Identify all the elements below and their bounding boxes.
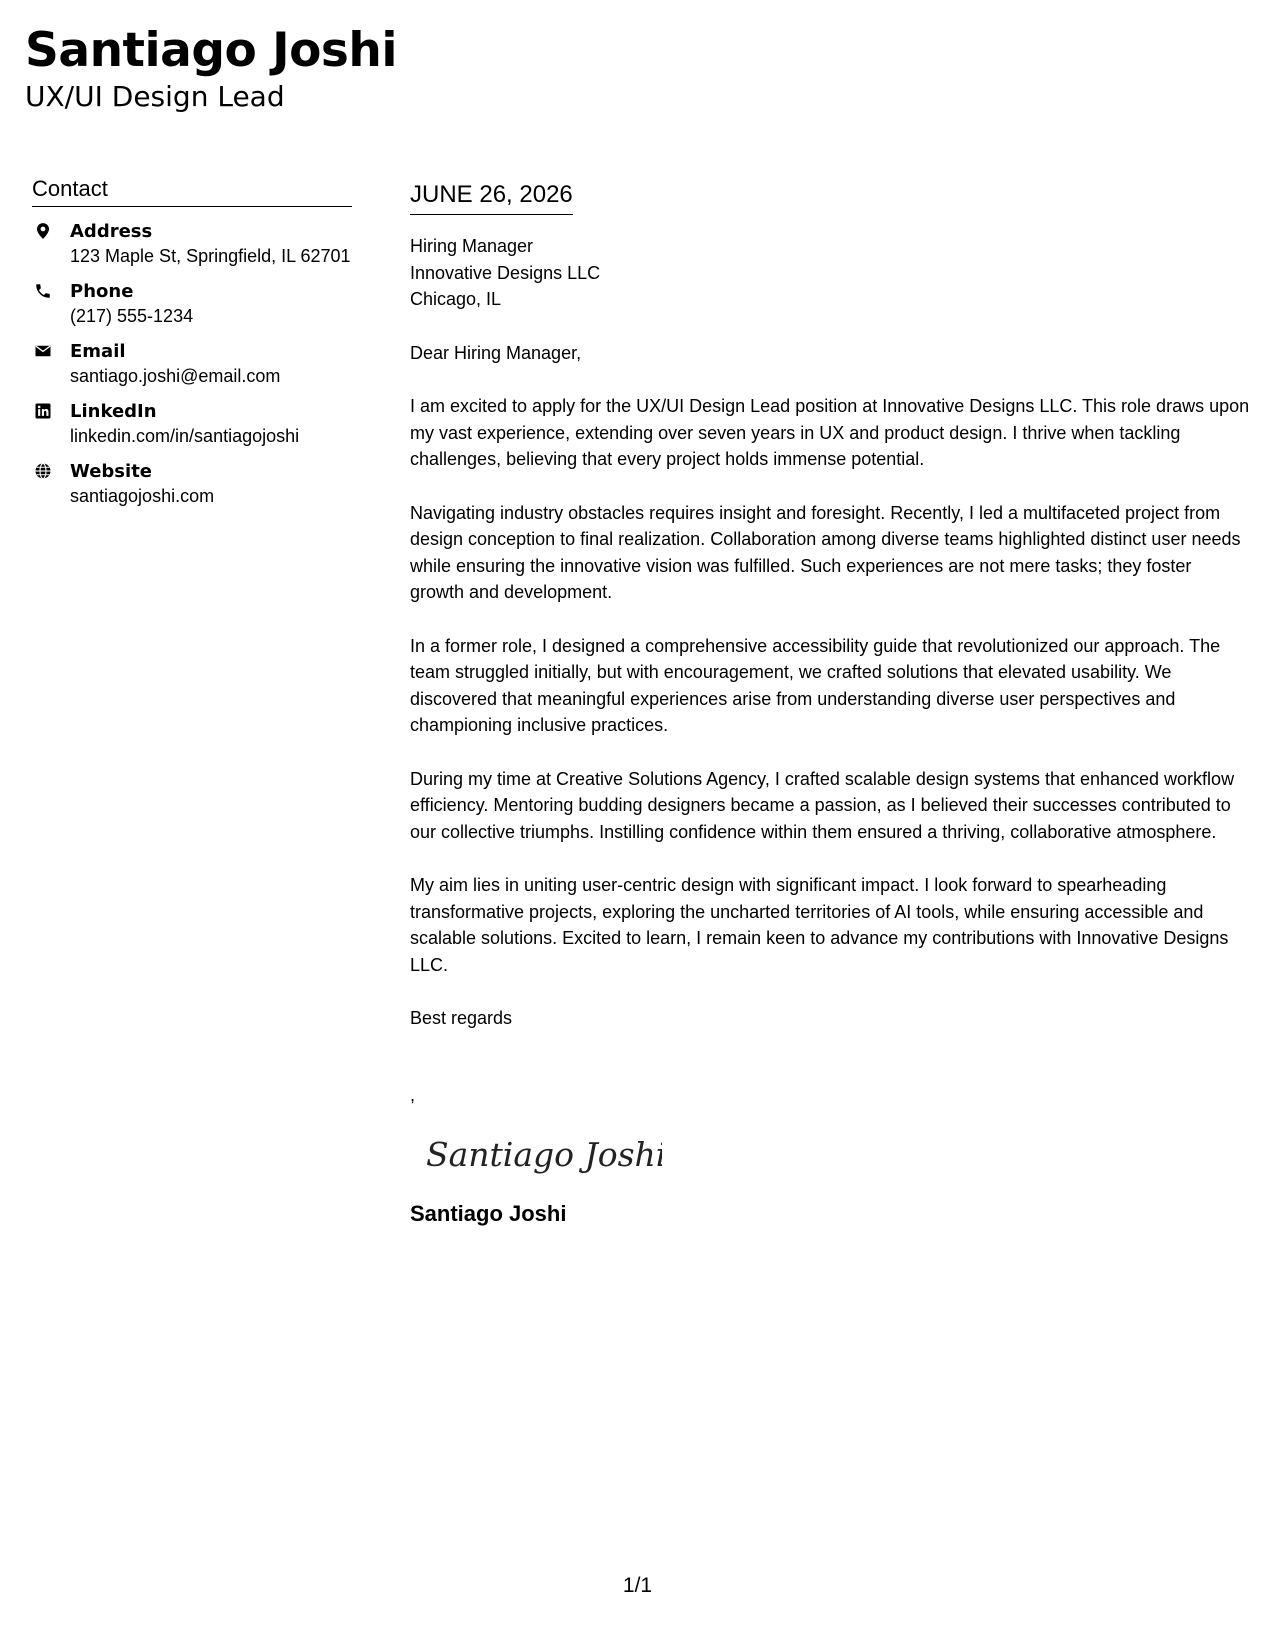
contact-item-address — [32, 219, 352, 269]
candidate-role: UX/UI Design Lead — [25, 80, 285, 113]
body-paragraph: During my time at Creative Solutions Agency, I crafted scalable design systems that enhanced workflow efficiency. Mentoring budding designers became a passion, as I believed their successes contributed to our collective triumphs. Instilling confidence within them ensured a thriving, collaborative atmosphere. — [410, 768, 1235, 842]
globe-icon — [32, 459, 70, 480]
website-value: santiagojoshi.com — [70, 486, 215, 506]
recipient-line: Chicago, IL — [410, 289, 502, 309]
phone-value: (217) 555-1234 — [70, 306, 194, 326]
recipient-line: Innovative Designs LLC — [410, 262, 601, 283]
recipient-block — [410, 233, 1250, 313]
contact-sidebar — [32, 174, 352, 519]
email-label: Email — [70, 341, 126, 362]
letter-body — [410, 178, 1250, 1228]
contact-section-title: Contact — [32, 174, 352, 207]
signature-text: Santiago Joshi — [426, 1134, 662, 1174]
header — [25, 22, 397, 114]
address-label: Address — [70, 221, 153, 242]
email-value: santiago.joshi@email.com — [70, 366, 281, 386]
map-pin-icon — [32, 219, 70, 240]
contact-item-email — [32, 339, 352, 389]
closing: Best regards — [410, 1008, 513, 1028]
closing-comma: , — [410, 1084, 416, 1105]
signer-name: Santiago Joshi — [410, 1200, 567, 1226]
salutation: Dear Hiring Manager, — [410, 342, 582, 363]
phone-label: Phone — [70, 281, 134, 302]
candidate-name: Santiago Joshi — [25, 23, 397, 78]
address-value: 123 Maple St, Springfield, IL 62701 — [70, 246, 351, 266]
linkedin-icon — [32, 399, 70, 420]
body-paragraph: I am excited to apply for the UX/UI Design Lead position at Innovative Designs LLC. This role draws upon my vast experience, extending over seven years in UX and product design. I thrive when tackling challenges, believing that every project holds immense potential. — [410, 396, 1250, 469]
page-number: 1/1 — [622, 1574, 653, 1597]
body-paragraph: My aim lies in uniting user-centric design with significant impact. I look forward to spearheading transformative projects, exploring the uncharted territories of AI tools, while ensuring accessible and scalable solutions. Excited to learn, I remain keen to advance my contributions with Innovative Designs LLC. — [410, 875, 1229, 975]
contact-item-linkedin — [32, 399, 352, 449]
contact-item-phone — [32, 279, 352, 329]
linkedin-value: linkedin.com/in/santiagojoshi — [70, 426, 300, 446]
contact-item-website — [32, 459, 352, 509]
body-paragraph: In a former role, I designed a comprehensive accessibility guide that revolutionized our approach. The team struggled initially, but with encouragement, we crafted solutions that elevated usability. We discovered that meaningful experiences arise from understanding diverse user perspectives and championing inclusive practices. — [410, 635, 1221, 735]
letter-date: JUNE 26, 2026 — [410, 178, 573, 215]
body-paragraph: Navigating industry obstacles requires insight and foresight. Recently, I led a multifaceted project from design conception to final realization. Collaboration among diverse teams highlighted distinct user needs while ensuring the innovative vision was fulfilled. Such experiences are not mere tasks; they foster growth and development. — [410, 502, 1241, 602]
envelope-icon — [32, 339, 70, 360]
recipient-line: Hiring Manager — [410, 236, 534, 256]
website-label: Website — [70, 461, 153, 482]
signature-image — [422, 1126, 662, 1182]
linkedin-label: LinkedIn — [70, 401, 157, 422]
phone-icon — [32, 279, 70, 300]
